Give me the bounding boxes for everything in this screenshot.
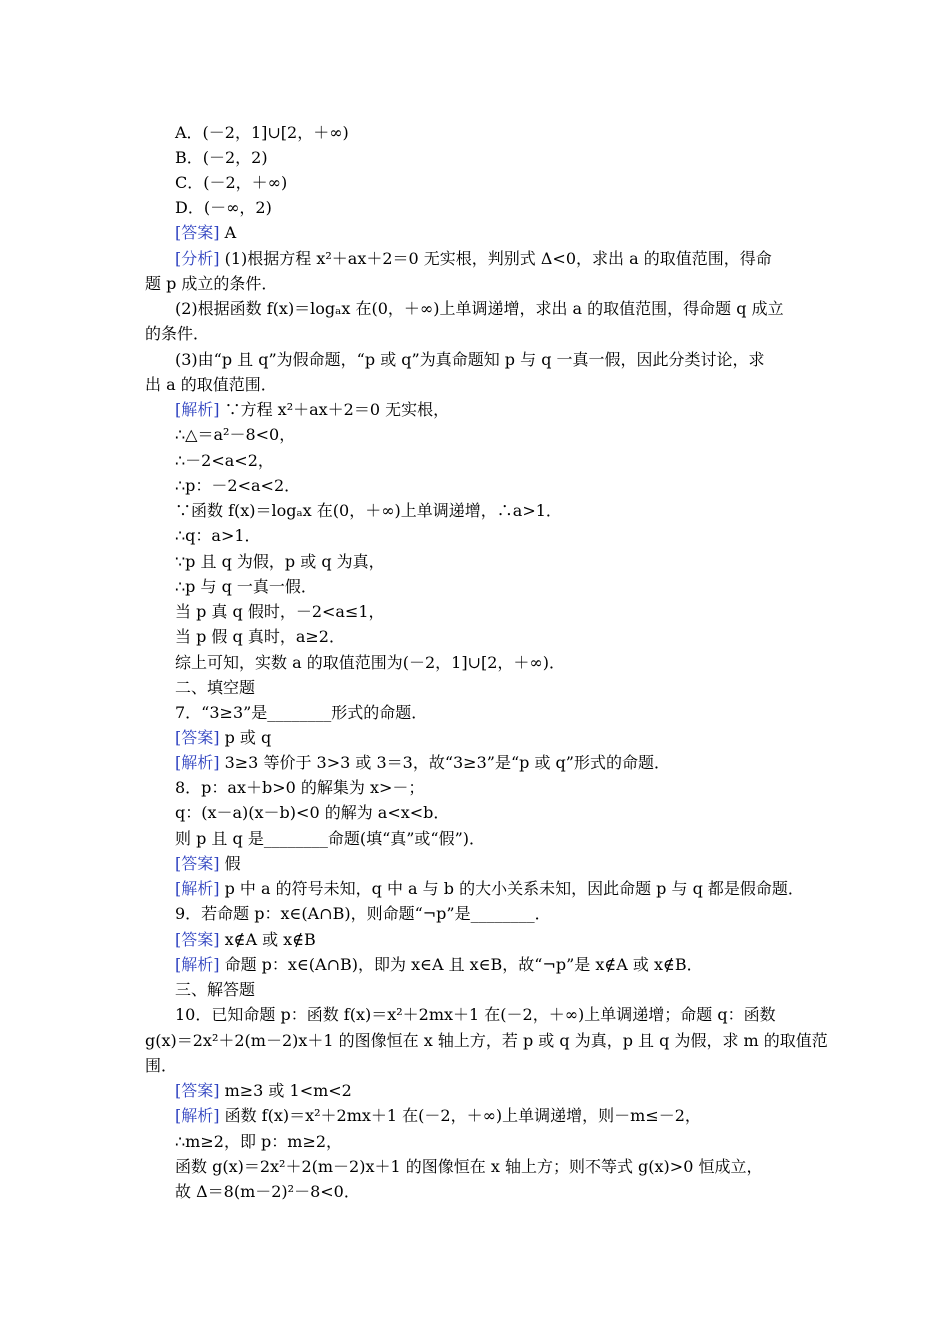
analysis-line xyxy=(175,249,843,269)
solution-line xyxy=(175,879,843,899)
answer-line xyxy=(175,930,843,950)
text-line: ∴m≥2，即 p：m≥2， xyxy=(175,1132,343,1151)
text-line: ∴q：a>1． xyxy=(175,526,261,545)
answer-tag: [答案] xyxy=(175,1081,220,1100)
solution-text: p 中 a 的符号未知，q 中 a 与 b 的大小关系未知，因此命题 p 与 q 都是假命题． xyxy=(219,879,804,898)
solution-line xyxy=(175,400,843,420)
analysis-tag: [分析] xyxy=(175,249,220,268)
solution-tag: [解析] xyxy=(175,955,220,974)
text-line: 故 Δ＝8(m－2)²－8<0． xyxy=(175,1182,360,1201)
answer-text: A xyxy=(219,223,237,242)
answer-text: p 或 q xyxy=(219,728,272,747)
answer-line xyxy=(175,728,843,748)
text-line: ∵函数 f(x)＝logₐx 在(0，＋∞)上单调递增，∴a>1． xyxy=(175,501,562,520)
answer-text: x∉A 或 x∉B xyxy=(219,930,316,949)
option-b: B．(－2，2) xyxy=(175,148,268,167)
solution-tag: [解析] xyxy=(175,753,220,772)
option-d: D．(－∞，2) xyxy=(175,198,272,217)
section-heading: 三、解答题 xyxy=(175,980,256,999)
text-line: ∴－2<a<2， xyxy=(175,451,274,470)
text-line: 当 p 真 q 假时，－2<a≤1， xyxy=(175,602,385,621)
solution-line xyxy=(175,753,843,773)
answer-tag: [答案] xyxy=(175,728,220,747)
text-line: 的条件． xyxy=(145,324,210,343)
answer-tag: [答案] xyxy=(175,854,220,873)
text-line: ∴p 与 q 一真一假． xyxy=(175,577,317,596)
question-7: 7．“3≥3”是________形式的命题． xyxy=(175,703,428,722)
text-line: (3)由“p 且 q”为假命题，“p 或 q”为真命题知 p 与 q 一真一假，因此分类讨论，求 xyxy=(175,350,765,369)
question-9: 9．若命题 p：x∈(A∩B)，则命题“¬p”是________． xyxy=(175,904,551,923)
option-c: C．(－2，＋∞) xyxy=(175,173,288,192)
text-line: 当 p 假 q 真时，a≥2． xyxy=(175,627,345,646)
solution-text: ∵方程 x²＋ax＋2＝0 无实根， xyxy=(219,400,450,419)
answer-tag: [答案] xyxy=(175,223,220,242)
answer-text: 假 xyxy=(219,854,241,873)
answer-tag: [答案] xyxy=(175,930,220,949)
solution-text: 函数 f(x)＝x²＋2mx＋1 在(－2，＋∞)上单调递增，则－m≤－2， xyxy=(219,1106,701,1125)
text-line: 出 a 的取值范围． xyxy=(145,375,277,394)
answer-text: m≥3 或 1<m<2 xyxy=(219,1081,352,1100)
text-line: ∴△＝a²－8<0， xyxy=(175,425,296,444)
answer-line xyxy=(175,223,843,243)
answer-line xyxy=(175,854,843,874)
text-line: 围． xyxy=(145,1056,178,1075)
question-8: 8．p：ax＋b>0 的解集为 x>－； xyxy=(175,778,425,797)
answer-line xyxy=(175,1081,843,1101)
solution-text: 命题 p：x∈(A∩B)，即为 x∈A 且 x∈B，故“¬p”是 x∉A 或 x∉B． xyxy=(219,955,703,974)
text-line: 综上可知，实数 a 的取值范围为(－2，1]∪[2，＋∞)． xyxy=(175,653,565,672)
text-line: 则 p 且 q 是________命题(填“真”或“假”)． xyxy=(175,829,486,848)
solution-tag: [解析] xyxy=(175,1106,220,1125)
text-line: 函数 g(x)＝2x²＋2(m－2)x＋1 的图像恒在 x 轴上方；则不等式 g(x)>0 恒成立， xyxy=(175,1157,763,1176)
solution-tag: [解析] xyxy=(175,400,220,419)
solution-text: 3≥3 等价于 3>3 或 3＝3，故“3≥3”是“p 或 q”形式的命题． xyxy=(219,753,670,772)
text-line: ∴p：－2<a<2． xyxy=(175,476,301,495)
section-heading: 二、填空题 xyxy=(175,678,256,697)
text-line: ∵p 且 q 为假，p 或 q 为真， xyxy=(175,552,385,571)
text-line: (2)根据函数 f(x)＝logₐx 在(0，＋∞)上单调递增，求出 a 的取值范围，得命题 q 成立 xyxy=(175,299,784,318)
option-a: A．(－2，1]∪[2，＋∞) xyxy=(175,123,349,142)
text-line: 题 p 成立的条件． xyxy=(145,274,278,293)
solution-line xyxy=(175,955,843,975)
text-line: g(x)＝2x²＋2(m－2)x＋1 的图像恒在 x 轴上方，若 p 或 q 为真，p 且 q 为假，求 m 的取值范 xyxy=(145,1031,828,1050)
question-10: 10．已知命题 p：函数 f(x)＝x²＋2mx＋1 在(－2，＋∞)上单调递增；命题 q：函数 xyxy=(175,1005,776,1024)
text-line: q：(x－a)(x－b)<0 的解为 a<x<b． xyxy=(175,803,450,822)
solution-line xyxy=(175,1106,843,1126)
analysis-text: (1)根据方程 x²＋ax＋2＝0 无实根，判别式 Δ<0，求出 a 的取值范围，得命 xyxy=(219,249,772,268)
solution-tag: [解析] xyxy=(175,879,220,898)
